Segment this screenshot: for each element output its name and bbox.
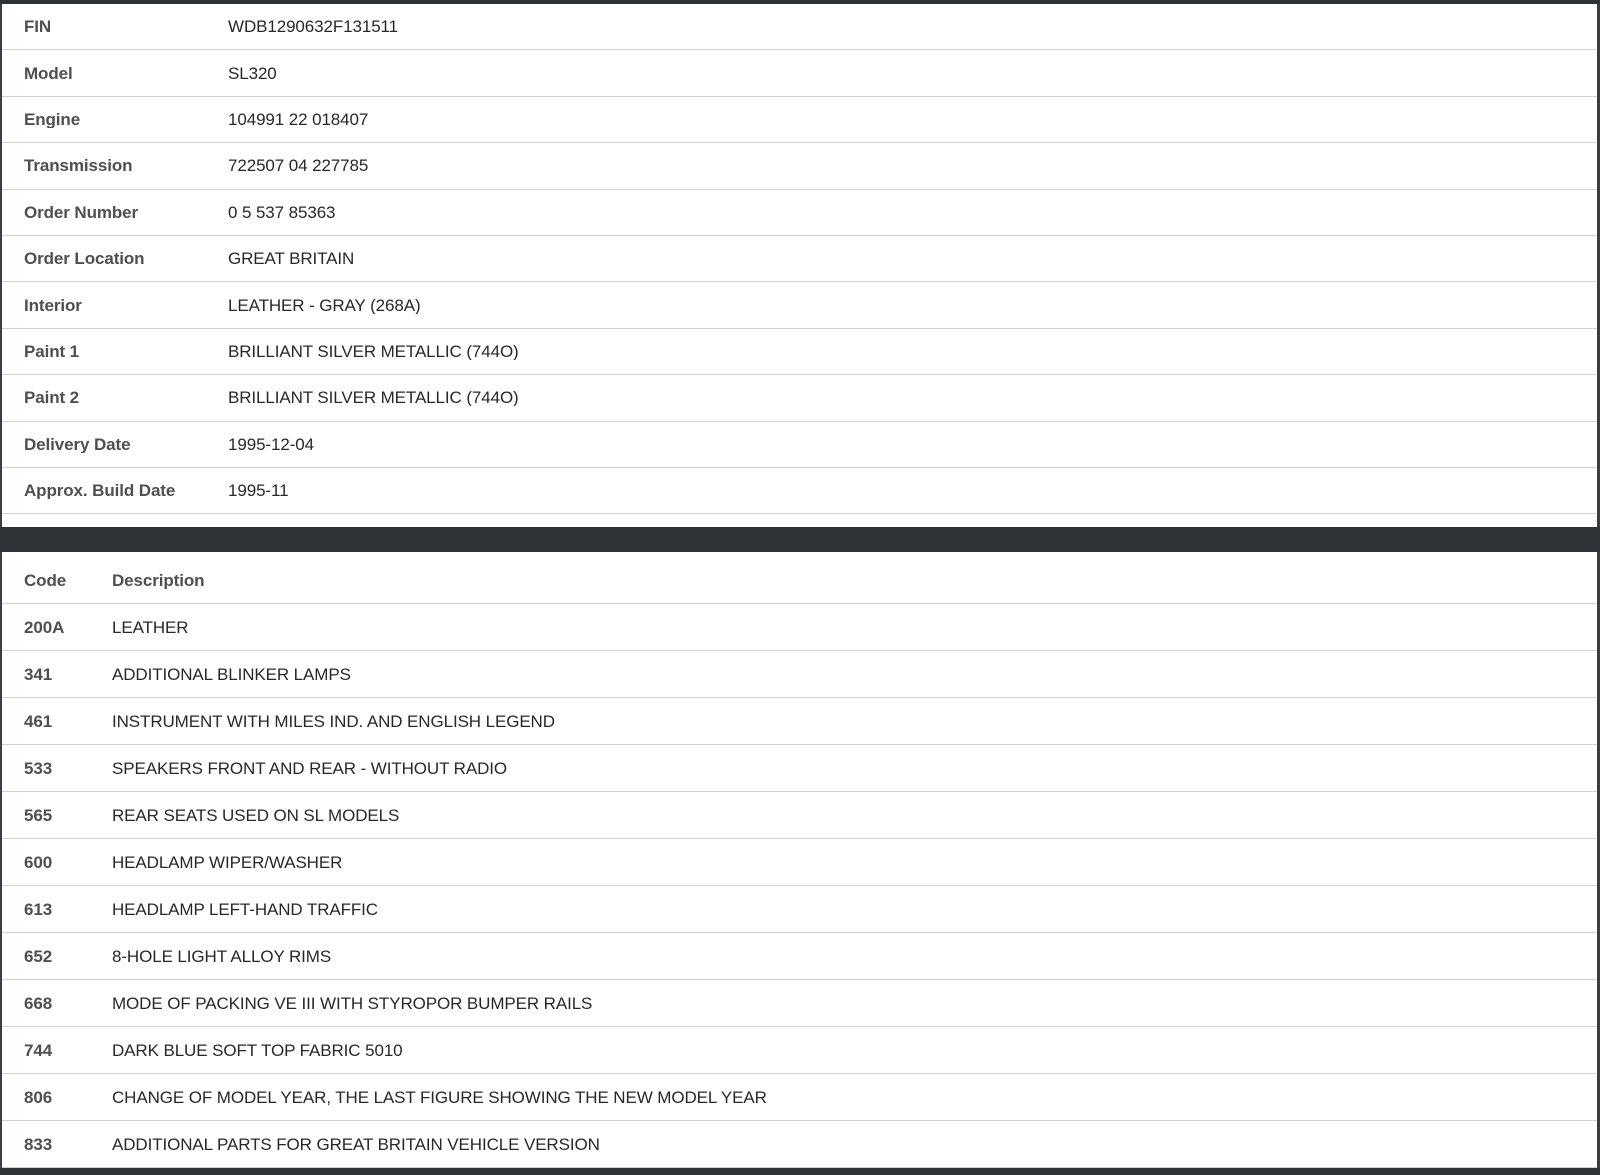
description-column-header: Description <box>112 571 205 589</box>
field-label: Order Number <box>24 203 139 221</box>
field-value: 1995-12-04 <box>228 435 314 453</box>
field-label: Delivery Date <box>24 435 131 453</box>
option-code: 533 <box>24 759 53 777</box>
option-description: ADDITIONAL PARTS FOR GREAT BRITAIN VEHICLE VERSION <box>112 1135 600 1153</box>
option-code: 461 <box>24 712 53 730</box>
option-description: CHANGE OF MODEL YEAR, THE LAST FIGURE SHOWING THE NEW MODEL YEAR <box>112 1088 767 1106</box>
field-value: 0 5 537 85363 <box>228 203 336 221</box>
vehicle-info-row <box>2 50 1597 96</box>
option-code: 652 <box>24 947 53 965</box>
field-value: WDB1290632F131511 <box>228 18 398 36</box>
field-value: 1995-11 <box>228 482 289 500</box>
field-value: BRILLIANT SILVER METALLIC (744O) <box>228 342 519 360</box>
option-description: INSTRUMENT WITH MILES IND. AND ENGLISH LEGEND <box>112 712 555 730</box>
field-label: Engine <box>24 110 81 128</box>
field-value: LEATHER - GRAY (268A) <box>228 296 421 314</box>
option-description: ADDITIONAL BLINKER LAMPS <box>112 665 351 683</box>
option-code-row <box>2 698 1597 745</box>
option-code: 744 <box>24 1041 53 1059</box>
field-label: Paint 2 <box>24 389 80 407</box>
option-code-row <box>2 886 1597 933</box>
option-code-row <box>2 1074 1597 1121</box>
option-description: DARK BLUE SOFT TOP FABRIC 5010 <box>112 1041 403 1059</box>
field-label: FIN <box>24 18 52 36</box>
option-code: 341 <box>24 665 53 683</box>
option-description: 8-HOLE LIGHT ALLOY RIMS <box>112 947 332 965</box>
field-label: Paint 1 <box>24 342 80 360</box>
option-code: 613 <box>24 900 53 918</box>
vehicle-info-row <box>2 4 1597 50</box>
code-column-header: Code <box>24 571 67 589</box>
field-label: Model <box>24 64 73 82</box>
option-code-row <box>2 745 1597 792</box>
options-header-row <box>2 557 1597 604</box>
option-code: 833 <box>24 1135 53 1153</box>
field-label: Approx. Build Date <box>24 482 176 500</box>
bottom-divider-bar <box>0 1168 1600 1175</box>
field-value: GREAT BRITAIN <box>228 250 355 268</box>
vehicle-info-table <box>2 4 1597 514</box>
vehicle-info-row <box>2 190 1597 236</box>
field-label: Transmission <box>24 157 133 175</box>
field-label: Interior <box>24 296 82 314</box>
option-code: 200A <box>24 618 65 636</box>
vehicle-info-row <box>2 422 1597 468</box>
option-codes-table <box>2 557 1597 1168</box>
option-code-row <box>2 839 1597 886</box>
option-code: 565 <box>24 806 53 824</box>
option-description: LEATHER <box>112 618 189 636</box>
section-divider-bar <box>0 527 1600 552</box>
option-description: HEADLAMP WIPER/WASHER <box>112 853 343 871</box>
option-description: REAR SEATS USED ON SL MODELS <box>112 806 400 824</box>
option-description: SPEAKERS FRONT AND REAR - WITHOUT RADIO <box>112 759 508 777</box>
option-code: 806 <box>24 1088 53 1106</box>
option-code-row <box>2 1121 1597 1168</box>
field-value: 722507 04 227785 <box>228 157 369 175</box>
field-value: BRILLIANT SILVER METALLIC (744O) <box>228 389 519 407</box>
option-code-row <box>2 980 1597 1027</box>
vehicle-info-row <box>2 468 1597 514</box>
option-code-row <box>2 651 1597 698</box>
vehicle-info-row <box>2 375 1597 421</box>
option-description: MODE OF PACKING VE III WITH STYROPOR BUMPER RAILS <box>112 994 593 1012</box>
field-value: SL320 <box>228 64 277 82</box>
option-code-row <box>2 792 1597 839</box>
option-code-row <box>2 933 1597 980</box>
vehicle-info-row <box>2 282 1597 328</box>
option-code: 668 <box>24 994 53 1012</box>
field-value: 104991 22 018407 <box>228 110 369 128</box>
vehicle-info-row <box>2 97 1597 143</box>
option-description: HEADLAMP LEFT-HAND TRAFFIC <box>112 900 378 918</box>
option-code-row <box>2 604 1597 651</box>
vehicle-info-row <box>2 329 1597 375</box>
vehicle-info-row <box>2 143 1597 189</box>
vehicle-info-row <box>2 236 1597 282</box>
option-code: 600 <box>24 853 53 871</box>
option-code-row <box>2 1027 1597 1074</box>
field-label: Order Location <box>24 250 145 268</box>
